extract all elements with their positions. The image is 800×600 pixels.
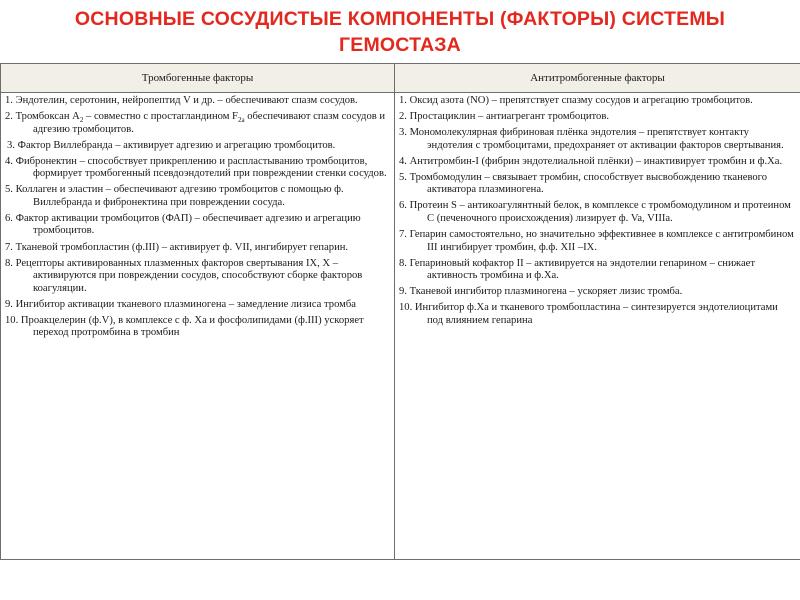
factors-table — [0, 63, 800, 560]
antithrombogenic-item-4: 4. Антитромбин-I (фибрин эндотелиальной плёнки) – инактивирует тромбин и ф.Xa. — [399, 155, 783, 167]
table-body-row — [1, 93, 800, 560]
thrombogenic-item-1: 1. Эндотелин, серотонин, нейропептид V и др. – обеспечивают спазм сосудов. — [5, 95, 358, 106]
antithrombogenic-cell — [395, 93, 800, 560]
thrombogenic-item-4: 4. Фибронектин – способствует прикреплению и распластыванию тромбоцитов, формирует тромбогенный псевдоэндотелий при повреждении стенки сосудов. — [5, 155, 387, 180]
thrombogenic-item-2 — [5, 111, 390, 136]
thromboxane-subscript: 2 — [79, 116, 84, 125]
thromboxane-middle: – совместно с простагландином F — [83, 111, 238, 123]
thrombogenic-list — [5, 95, 390, 340]
thromboxane-rest: обеспечивают спазм сосудов и адгезию тромбоцитов. — [33, 111, 386, 135]
antithrombogenic-item-8: 8. Гепариновый кофактор II – активируется на эндотелии гепарином – снижает активность тромбина и ф.Xa. — [399, 257, 755, 282]
thrombogenic-item-5: 5. Коллаген и эластин – обеспечивают адгезию тромбоцитов с помощью ф. Виллебранда и фибронектина при повреждении сосуда. — [5, 184, 344, 208]
thrombogenic-item-10: 10. Проакцелерин (ф.V), в комплексе с ф. Xa и фосфолипидами (ф.III) ускоряет переход протромбина в тромбин — [5, 314, 364, 339]
thrombogenic-item-7: 7. Тканевой тромбопластин (ф.III) – активирует ф. VII, ингибирует гепарин. — [5, 241, 349, 253]
antithrombogenic-item-1: 1. Оксид азота (NO) – препятствует спазму сосудов и агрегацию тромбоцитов. — [399, 95, 753, 106]
antithrombogenic-item-5: 5. Тромбомодулин – связывает тромбин, способствует высвобождению тканевого активатора плазминогена. — [399, 171, 768, 196]
antithrombogenic-item-3: 3. Мономолекулярная фибриновая плёнка эндотелия – препятствует контакту эндотелия с тромбоцитами, предохраняет от активации факторов свертывания. — [399, 127, 784, 151]
thrombogenic-item-3: 3. Фактор Виллебранда – активирует адгезию и агрегацию тромбоцитов. — [7, 139, 336, 151]
antithrombogenic-item-10: 10. Ингибитор ф.Xa и тканевого тромбопластина – синтезируется эндотелиоцитами под влиянием гепарина — [399, 302, 778, 326]
page-title-line-2: ГЕМОСТАЗА — [339, 34, 461, 56]
thromboxane-label: 2. Тромбоксан A — [5, 111, 80, 123]
page-title-line-1: ОСНОВНЫЕ СОСУДИСТЫЕ КОМПОНЕНТЫ (ФАКТОРЫ) СИСТЕМЫ — [74, 8, 726, 30]
thrombogenic-item-9: 9. Ингибитор активации тканевого плазминогена – замедление лизиса тромба — [5, 298, 356, 310]
prostaglandin-subscript: 2a — [237, 116, 245, 125]
thrombogenic-item-8: 8. Рецепторы активированных плазменных факторов свертывания IX, X – активируются при повреждении сосудов, способствуют сборке факторов коагуляции. — [5, 257, 363, 294]
antithrombogenic-item-9: 9. Тканевой ингибитор плазминогена – ускоряет лизис тромба. — [399, 286, 683, 298]
antithrombogenic-item-6: 6. Протеин S – антикоагулянтный белок, в комплексе с тромбомодулином и протеином С (печеночного происхождения) лизирует ф. Va, VIIIa. — [399, 200, 791, 224]
thrombogenic-cell — [1, 93, 395, 560]
header-thrombogenic: Тромбогенные факторы — [1, 64, 395, 93]
antithrombogenic-list — [399, 95, 796, 327]
table-header-row — [1, 64, 800, 93]
antithrombogenic-item-7: 7. Гепарин самостоятельно, но значительно эффективнее в комплексе с антитромбином III ингибирует тромбин, ф.ф. XII –IX. — [399, 229, 794, 253]
header-antithrombogenic: Антитромбогенные факторы — [395, 64, 800, 93]
antithrombogenic-item-2: 2. Простациклин – антиагрегант тромбоцитов. — [399, 111, 609, 123]
thrombogenic-item-6: 6. Фактор активации тромбоцитов (ФАП) – обеспечивает адгезию и агрегацию тромбоцитов. — [5, 212, 361, 237]
page-title — [0, 6, 800, 58]
